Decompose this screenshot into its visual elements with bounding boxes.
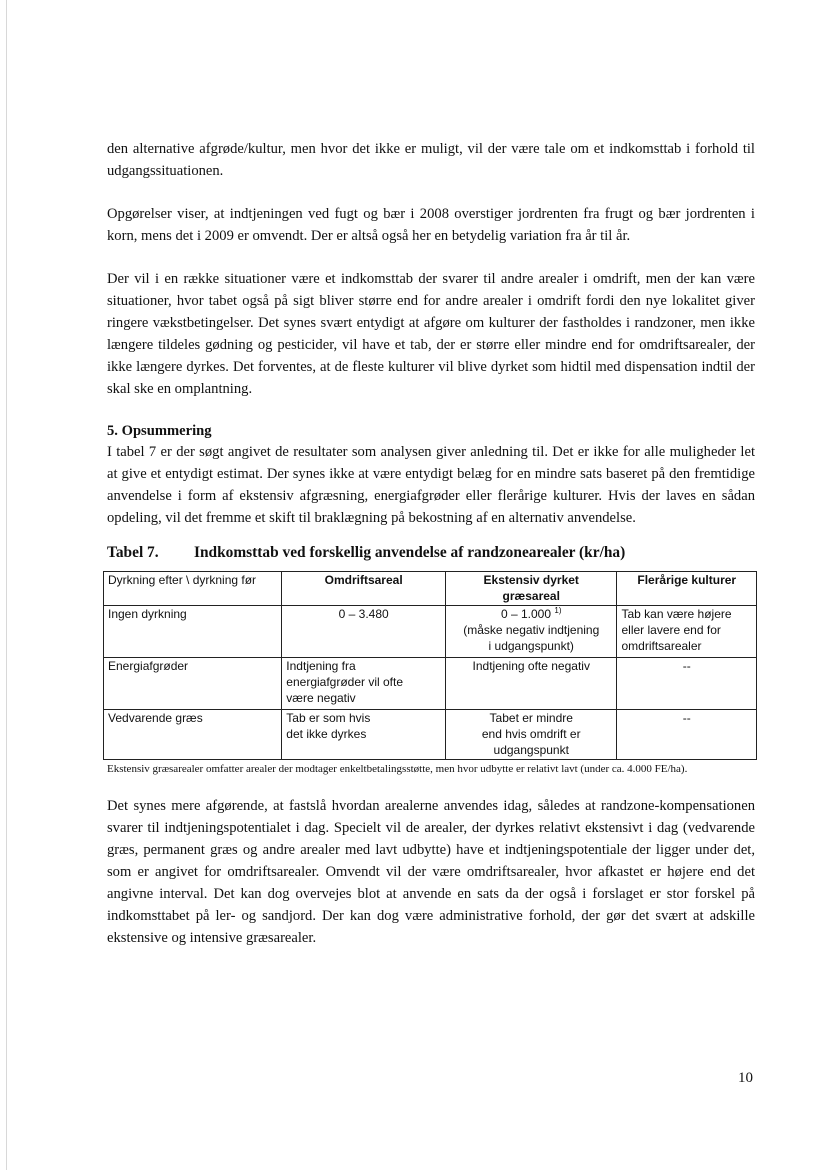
- page-body: [107, 138, 755, 970]
- cell-ekstensiv-value: [450, 606, 612, 622]
- cell-flerarige: --: [617, 710, 757, 760]
- header-ekstensiv: [446, 572, 617, 606]
- cell-ekstensiv-line-3: udgangspunkt: [493, 743, 569, 757]
- table-footnote: Ekstensiv græsarealer omfatter arealer der modtager enkeltbetalingsstøtte, men hvor udbytte er relativt lavt (under ca. 4.000 FE/ha).: [107, 763, 688, 775]
- paragraph-after-table: Det synes mere afgørende, at fastslå hvordan arealerne anvendes idag, således at randzone-kompensationen svarer til indtjeningspotentialet i dag. Specielt vil de arealer, der dyrkes relativt ekstensivt i dag (vedvarende græs, permanent græs og andre arealer med lavt udbytte) have et indtjeningspotentiale der ligger under det, som er angivet for omdriftsarealer. Omvendt vil der være omdriftsarealer, hvor afkastet er højere end det angivne interval. Det kan dog overvejes blot at anvende en sats da der også i forslaget er stor forskel på indkomsttabet på ler- og sandjord. Der kan dog være administrative forhold, der gør det svært at adskille ekstensive og intensive græsarealer.: [107, 798, 755, 946]
- cell-flerarige-line-1: Tab kan være højere: [621, 607, 732, 621]
- cell-ekstensiv: [446, 710, 617, 760]
- table-caption-label: Tabel 7.: [107, 544, 159, 561]
- header-ekstensiv-line1: Ekstensiv dyrket: [483, 573, 579, 587]
- cell-omdrift-line-1: Tab er som hvis: [286, 711, 371, 725]
- table-caption: [107, 543, 755, 563]
- cell-flerarige-line-3: omdriftsarealer: [621, 639, 702, 653]
- cell-omdrift-line-2: det ikke dyrkes: [286, 727, 367, 741]
- cell-ekstensiv-line-1: Tabet er mindre: [489, 711, 573, 725]
- paragraph-2: Opgørelser viser, at indtjeningen ved fugt og bær i 2008 overstiger jordrenten fra frugt og bær jordrenten i korn, mens det i 2009 er omvendt. Der er altså også her en betydelig variation fra år til år.: [107, 206, 755, 244]
- cell-ekstensiv-note-2: i udgangspunkt): [488, 639, 574, 653]
- row-label: Energiafgrøder: [104, 658, 282, 710]
- cell-flerarige-line-2: eller lavere end for: [621, 623, 721, 637]
- cell-flerarige: [617, 606, 757, 658]
- table-row: [104, 658, 757, 710]
- table-row: [104, 606, 757, 658]
- page-number: 10: [738, 1070, 753, 1086]
- table-caption-title: Indkomsttab ved forskellig anvendelse af randzonearealer (kr/ha): [194, 544, 626, 561]
- row-label: Ingen dyrkning: [104, 606, 282, 658]
- cell-flerarige: --: [617, 658, 757, 710]
- section-paragraph: I tabel 7 er der søgt angivet de resultater som analysen giver anledning til. Det er ikke for alle muligheder let at give et entydigt estimat. Der synes ikke at være entydigt belæg for en mindre sats baseret på den fremtidige anvendelse i form af ekstensiv afgræsning, energiafgrøder eller flerårige kulturer. Hvis der laves en sådan opdeling, vil det fremme et skift til braklægning på bekostning af en alternativ anvendelse.: [107, 444, 755, 526]
- row-label: Vedvarende græs: [104, 710, 282, 760]
- paragraph-1: den alternative afgrøde/kultur, men hvor det ikke er muligt, vil der være tale om et indkomsttab i forhold til udgangssituationen.: [107, 141, 755, 179]
- cell-omdrift: [282, 658, 446, 710]
- header-flerarige: Flerårige kulturer: [617, 572, 757, 606]
- cell-ekstensiv-note-1: (måske negativ indtjening: [463, 623, 600, 637]
- cell-omdrift: [282, 710, 446, 760]
- income-loss-table: [103, 571, 757, 760]
- cell-ekstensiv-line-2: end hvis omdrift er: [481, 727, 581, 741]
- value-text: 0 – 1.000: [500, 607, 552, 621]
- table-row: [104, 710, 757, 760]
- footnote-marker: 1): [554, 606, 562, 615]
- table-header-row: [104, 572, 757, 606]
- cell-omdrift-line-3: være negativ: [286, 691, 356, 705]
- paragraph-3: Der vil i en række situationer være et indkomsttab der svarer til andre arealer i omdrift, men der kan være situationer, hvor tabet også på sigt bliver større end for andre arealer i omdrift fordi den nye lokalitet giver ringere vækstbetingelser. Det synes svært entydigt at afgøre om kulturer der fastholdes i randzoner, men ikke længere tildeles gødning og pesticider, vil have et tab, der er større eller mindre end for omdriftsarealer, der ikke længere dyrkes. Det forventes, at de fleste kulturer vil blive dyrket som hidtil med dispensation indtil der skal ske en omplantning.: [107, 271, 755, 397]
- scan-edge-line: [6, 0, 7, 1170]
- header-omdrift: Omdriftsareal: [282, 572, 446, 606]
- cell-omdrift: 0 – 3.480: [282, 606, 446, 658]
- cell-ekstensiv: [446, 606, 617, 658]
- cell-omdrift-line-2: energiafgrøder vil ofte: [286, 675, 404, 689]
- section-heading: 5. Opsummering: [107, 423, 212, 439]
- cell-ekstensiv: Indtjening ofte negativ: [446, 658, 617, 710]
- header-cultivation: Dyrkning efter \ dyrkning før: [104, 572, 282, 606]
- header-ekstensiv-line2: græsareal: [502, 589, 560, 603]
- cell-omdrift-line-1: Indtjening fra: [286, 659, 356, 673]
